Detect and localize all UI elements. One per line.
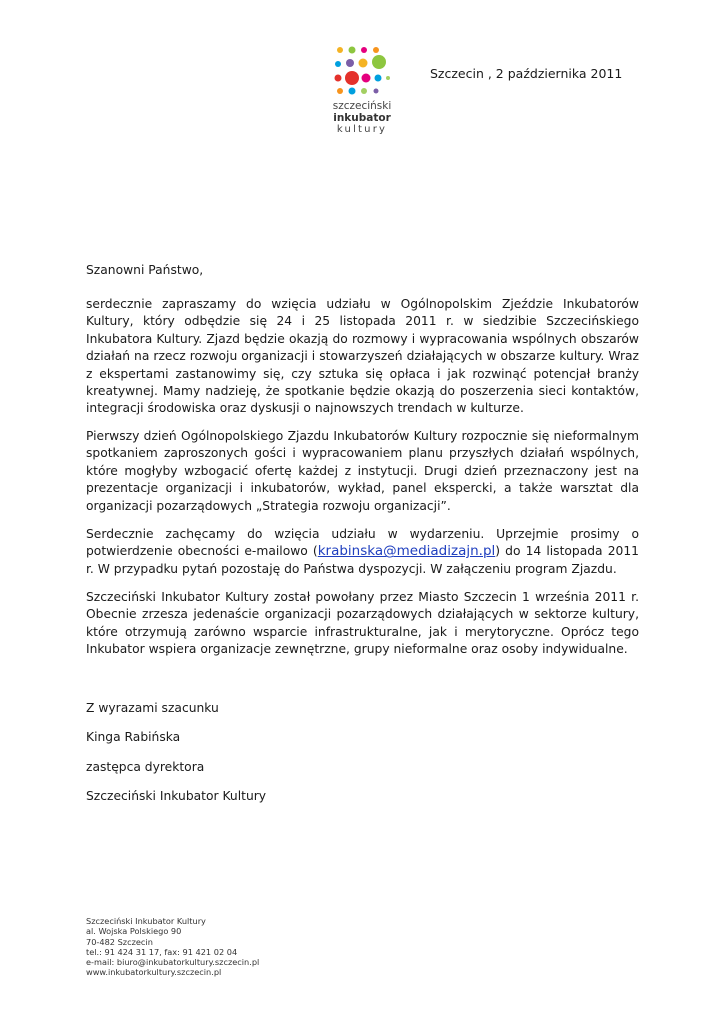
logo-line-1: szczeciński xyxy=(332,100,392,112)
footer-street: al. Wojska Polskiego 90 xyxy=(86,926,182,937)
logo-dots-icon xyxy=(326,40,398,98)
logo-dot xyxy=(374,89,379,94)
paragraph-confirmation-before: Serdecznie zachęcamy do wzięcia udziału w wydarzeniu. Uprzejmie prosimy o potwierdzenie obecności e-mailowo ( xyxy=(86,527,639,559)
logo-dot xyxy=(372,55,386,69)
logo-line-3: kultury xyxy=(336,124,388,135)
footer-city: 70-482 Szczecin xyxy=(86,936,153,947)
signatory-title: zastępca dyrektora xyxy=(86,760,205,774)
logo-dot xyxy=(361,47,367,53)
logo xyxy=(326,40,398,148)
signatory-name: Kinga Rabińska xyxy=(86,730,181,744)
logo-dot xyxy=(359,59,368,68)
footer-address xyxy=(86,916,259,978)
paragraph-confirmation-after: ) do 14 listopada 2011 r. W przypadku pytań pozostaję do Państwa dyspozycji. W załączeniu program Zjazdu. xyxy=(86,544,639,576)
letter-date: Szczecin , 2 października 2011 xyxy=(430,66,623,81)
logo-dot xyxy=(373,47,379,53)
logo-dot xyxy=(337,88,343,94)
logo-dot xyxy=(335,61,341,67)
logo-dot xyxy=(349,47,356,54)
logo-dot xyxy=(346,59,354,67)
footer-phone: tel.: 91 424 31 17, fax: 91 421 02 04 xyxy=(86,946,238,957)
paragraph-program: Pierwszy dzień Ogólnopolskiego Zjazdu Inkubatorów Kultury rozpocznie się nieformalnym spotkaniem zaproszonych gości i wypracowaniem planu przyszłych działań wspólnych, które mogłyby wzbogacić ofertę każdej z instytucji. Drugi dzień przeznaczony jest na prezentacje organizacji i inkubatorów, wykład, panel ekspercki, a także warsztat dla organizacji pozarządowych „Strategia rozwoju organizacji”. xyxy=(86,429,639,513)
signatory-organization: Szczeciński Inkubator Kultury xyxy=(86,789,267,803)
footer-email: e-mail: biuro@inkubatorkultury.szczecin.pl xyxy=(86,957,260,968)
footer-website: www.inkubatorkultury.szczecin.pl xyxy=(86,967,222,978)
logo-dot xyxy=(335,75,342,82)
logo-dot xyxy=(345,71,359,85)
logo-dot xyxy=(375,75,382,82)
logo-dot xyxy=(337,47,343,53)
closing: Z wyrazami szacunku xyxy=(86,701,219,715)
logo-dot xyxy=(386,76,390,80)
paragraph-invitation: serdecznie zapraszamy do wzięcia udziału w Ogólnopolskim Zjeździe Inkubatorów Kultury, który odbędzie się 24 i 25 listopada 2011 r. w siedzibie Szczecińskiego Inkubatora Kultury. Zjazd będzie okazją do rozmowy i wypracowania wspólnych obszarów działań na rzecz rozwoju organizacji i stowarzyszeń działających w obszarze kultury. Wraz z ekspertami zastanowimy się, czy sztuka się opłaca i jak rozwinąć potencjał branży kreatywnej. Mamy nadzieję, że spotkanie będzie okazją do poszerzenia sieci kontaktów, integracji środowiska oraz dyskusji o najnowszych trendach w kulturze. xyxy=(86,297,639,416)
logo-dot xyxy=(361,88,367,94)
logo-dot xyxy=(362,74,371,83)
paragraph-about: Szczeciński Inkubator Kultury został powołany przez Miasto Szczecin 1 września 2011 r. Obecnie zrzesza jedenaście organizacji pozarządowych działających w sektorze kultury, które otrzymują zarówno wsparcie infrastrukturalne, jak i merytoryczne. Oprócz tego Inkubator wspiera organizacje zewnętrzne, grupy nieformalne oraz osoby indywidualne. xyxy=(86,590,639,657)
logo-line-2: inkubator xyxy=(333,112,391,124)
contact-email-link[interactable]: krabinska@mediadizajn.pl xyxy=(317,543,496,560)
logo-dot xyxy=(349,88,356,95)
paragraph-confirmation xyxy=(86,526,639,578)
salutation: Szanowni Państwo, xyxy=(86,263,204,277)
footer-name: Szczeciński Inkubator Kultury xyxy=(86,916,206,926)
